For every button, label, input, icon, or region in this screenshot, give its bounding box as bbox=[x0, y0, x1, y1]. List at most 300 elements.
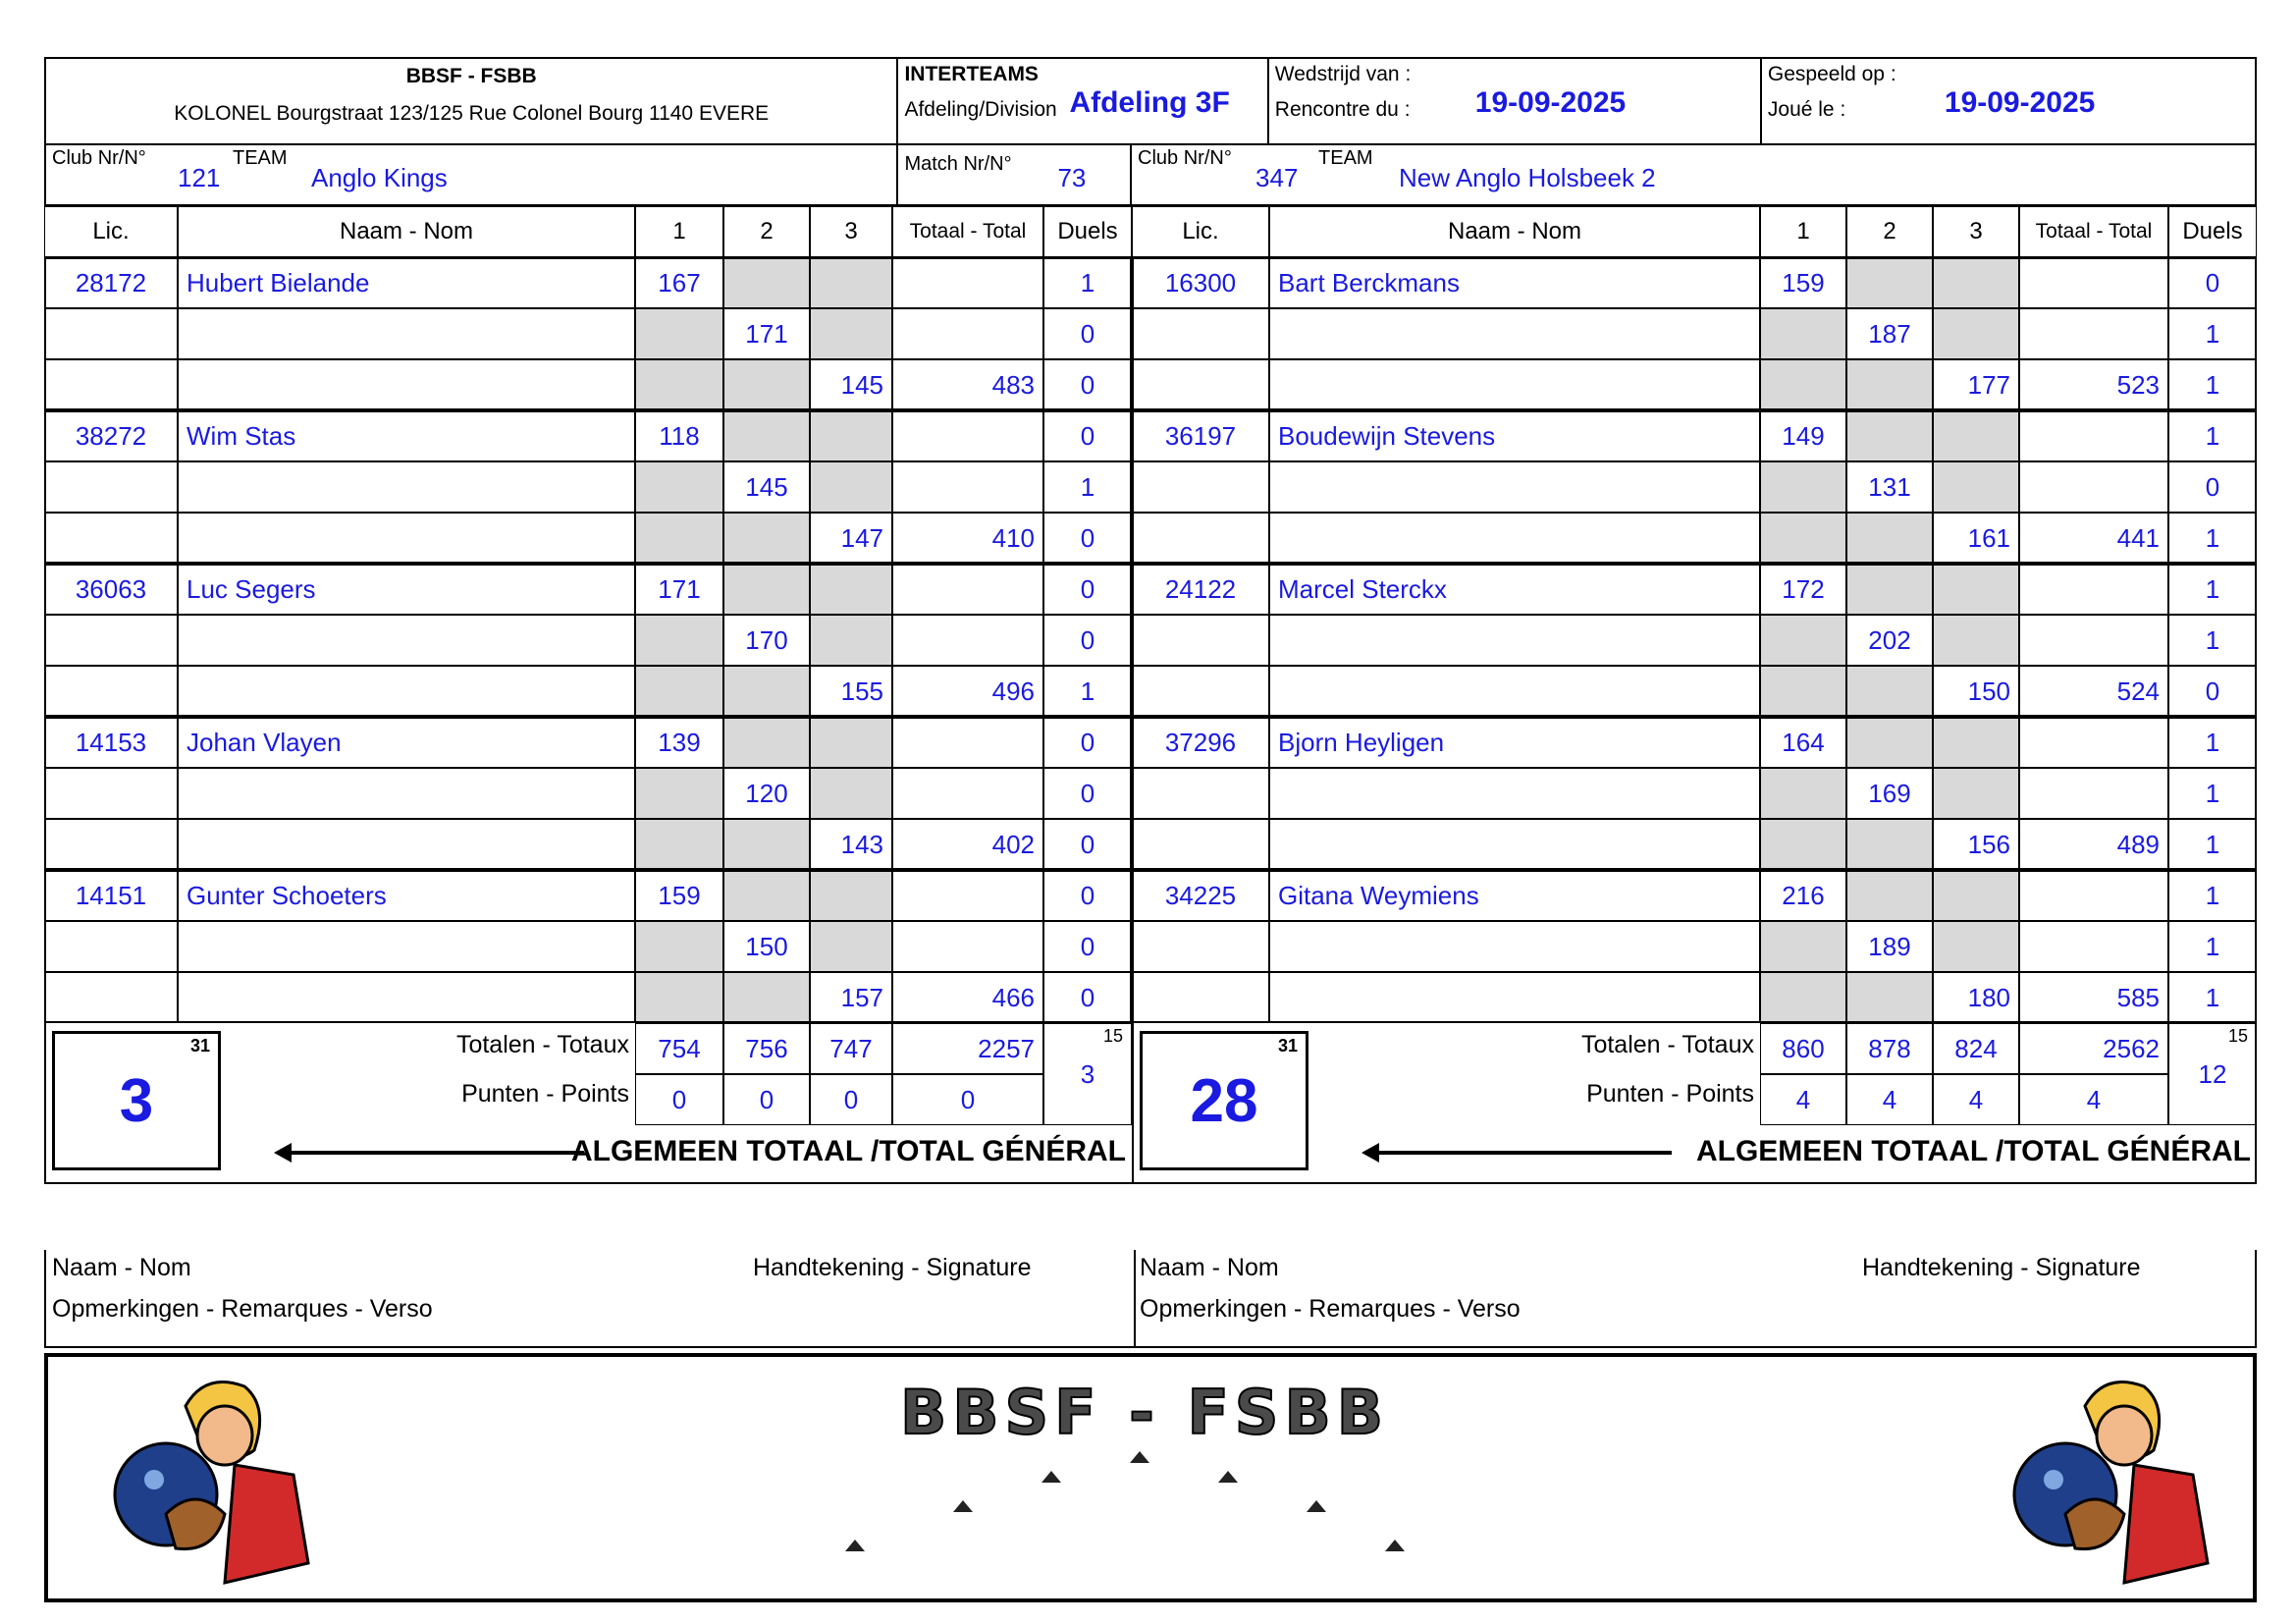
game2-score bbox=[1846, 972, 1933, 1023]
game3-score: 145 bbox=[810, 359, 892, 410]
player-name: Wim Stas bbox=[178, 410, 635, 461]
player-license: 14153 bbox=[44, 717, 178, 768]
joue-label: Joué le : bbox=[1767, 98, 1846, 121]
game3-score bbox=[810, 921, 892, 972]
game1-score bbox=[1760, 666, 1846, 717]
player-license: 24122 bbox=[1132, 564, 1269, 615]
player-license bbox=[44, 768, 178, 819]
game1-score bbox=[1760, 359, 1846, 410]
duels-sum: 3 15 bbox=[1043, 1023, 1132, 1125]
game2-score bbox=[1846, 359, 1933, 410]
player-license bbox=[1132, 359, 1269, 410]
column-header-name: Naam - Nom bbox=[1269, 206, 1760, 257]
game1-score: 139 bbox=[635, 717, 723, 768]
player-total: 466 bbox=[892, 972, 1043, 1023]
points-g3: 4 bbox=[1933, 1074, 2019, 1125]
player-name bbox=[1269, 921, 1760, 972]
header bbox=[44, 57, 2257, 145]
player-total: 410 bbox=[892, 513, 1043, 564]
game3-score bbox=[810, 615, 892, 666]
game1-score bbox=[1760, 308, 1846, 359]
player-duel: 1 bbox=[2168, 513, 2257, 564]
player-total bbox=[892, 461, 1043, 513]
game3-score: 180 bbox=[1933, 972, 2019, 1023]
game1-score: 159 bbox=[635, 870, 723, 921]
player-total: 483 bbox=[892, 359, 1043, 410]
player-duel: 0 bbox=[1043, 564, 1132, 615]
match-block bbox=[898, 143, 1132, 204]
totals-g1: 754 bbox=[635, 1023, 723, 1074]
division-value: Afdeling 3F bbox=[1069, 86, 1230, 119]
player-total: 496 bbox=[892, 666, 1043, 717]
points-total: 0 bbox=[892, 1074, 1043, 1125]
player-name bbox=[1269, 615, 1760, 666]
game1-score bbox=[1760, 819, 1846, 870]
player-total: 524 bbox=[2019, 666, 2168, 717]
duels-sup: 15 bbox=[2227, 1026, 2248, 1046]
game3-score bbox=[810, 717, 892, 768]
player-license bbox=[1132, 921, 1269, 972]
player-license bbox=[1132, 819, 1269, 870]
points-g1: 4 bbox=[1760, 1074, 1846, 1125]
player-license bbox=[1132, 768, 1269, 819]
home-name-label: Naam - Nom bbox=[52, 1254, 191, 1281]
match-label: Match Nr/N° bbox=[904, 153, 1012, 175]
player-duel: 1 bbox=[2168, 359, 2257, 410]
joue-date: 19-09-2025 bbox=[1944, 86, 2096, 119]
column-header-total: Totaal - Total bbox=[892, 206, 1043, 257]
player-duel: 0 bbox=[1043, 513, 1132, 564]
player-name bbox=[1269, 666, 1760, 717]
player-total: 441 bbox=[2019, 513, 2168, 564]
game3-score: 155 bbox=[810, 666, 892, 717]
game3-score bbox=[1933, 564, 2019, 615]
player-total bbox=[2019, 461, 2168, 513]
player-duel: 0 bbox=[1043, 615, 1132, 666]
game2-score bbox=[723, 564, 810, 615]
game3-score bbox=[810, 461, 892, 513]
game2-score bbox=[1846, 819, 1933, 870]
game1-score: 172 bbox=[1760, 564, 1846, 615]
rencontre-date: 19-09-2025 bbox=[1474, 86, 1627, 119]
away-remarks-label: Opmerkingen - Remarques - Verso bbox=[1140, 1295, 1521, 1323]
totals-g3: 747 bbox=[810, 1023, 892, 1074]
player-duel: 0 bbox=[2168, 666, 2257, 717]
player-duel: 0 bbox=[1043, 921, 1132, 972]
points-g3: 0 bbox=[810, 1074, 892, 1125]
player-license: 16300 bbox=[1132, 257, 1269, 308]
player-license bbox=[1132, 308, 1269, 359]
rencontre-block bbox=[1269, 59, 1762, 143]
player-name bbox=[1269, 461, 1760, 513]
column-header-g3: 3 bbox=[1933, 206, 2019, 257]
player-total bbox=[892, 257, 1043, 308]
totals-divider bbox=[1132, 1023, 1134, 1184]
column-header-g2: 2 bbox=[723, 206, 810, 257]
away-name-label: Naam - Nom bbox=[1140, 1254, 1279, 1281]
points-label: Punten - Points bbox=[1586, 1080, 1754, 1108]
game1-score: 167 bbox=[635, 257, 723, 308]
player-name bbox=[1269, 768, 1760, 819]
away-club-number: 347 bbox=[1255, 163, 1299, 192]
player-duel: 0 bbox=[1043, 717, 1132, 768]
player-name bbox=[178, 359, 635, 410]
player-duel: 1 bbox=[1043, 461, 1132, 513]
game2-score bbox=[723, 972, 810, 1023]
grand-total-sup: 31 bbox=[189, 1036, 210, 1056]
player-total bbox=[892, 921, 1043, 972]
joue-block bbox=[1762, 59, 2255, 143]
player-name bbox=[178, 308, 635, 359]
game3-score bbox=[810, 768, 892, 819]
player-name bbox=[178, 615, 635, 666]
division-label: Afdeling/Division bbox=[904, 98, 1057, 121]
game2-score bbox=[1846, 513, 1933, 564]
player-total bbox=[2019, 921, 2168, 972]
column-header-lic: Lic. bbox=[44, 206, 178, 257]
player-license: 36197 bbox=[1132, 410, 1269, 461]
player-name bbox=[1269, 819, 1760, 870]
player-name bbox=[178, 972, 635, 1023]
game2-score: 120 bbox=[723, 768, 810, 819]
division-block bbox=[898, 59, 1268, 143]
logo-text: BBSF - FSBB bbox=[900, 1377, 1389, 1448]
points-g2: 0 bbox=[723, 1074, 810, 1125]
general-total-label: ALGEMEEN TOTAAL /TOTAL GÉNÉRAL bbox=[570, 1135, 1126, 1167]
player-duel: 0 bbox=[2168, 257, 2257, 308]
totals-label: Totalen - Totaux bbox=[455, 1031, 629, 1058]
player-name bbox=[178, 513, 635, 564]
player-name bbox=[1269, 308, 1760, 359]
game3-score: 161 bbox=[1933, 513, 2019, 564]
game1-score bbox=[1760, 615, 1846, 666]
duels-sum: 12 15 bbox=[2168, 1023, 2257, 1125]
player-license bbox=[1132, 666, 1269, 717]
game1-score: 159 bbox=[1760, 257, 1846, 308]
player-duel: 1 bbox=[1043, 666, 1132, 717]
player-total bbox=[892, 870, 1043, 921]
column-header-duels: Duels bbox=[2168, 206, 2257, 257]
player-duel: 1 bbox=[2168, 972, 2257, 1023]
game2-score bbox=[723, 819, 810, 870]
totals-label: Totalen - Totaux bbox=[1580, 1031, 1754, 1058]
column-header-lic: Lic. bbox=[1132, 206, 1269, 257]
player-total bbox=[2019, 308, 2168, 359]
game3-score bbox=[810, 308, 892, 359]
game3-score bbox=[1933, 410, 2019, 461]
player-total bbox=[2019, 564, 2168, 615]
points-g1: 0 bbox=[635, 1074, 723, 1125]
points-label: Punten - Points bbox=[461, 1080, 629, 1108]
game3-score bbox=[1933, 308, 2019, 359]
grand-total-sup: 31 bbox=[1277, 1036, 1298, 1056]
player-license bbox=[44, 513, 178, 564]
game2-score bbox=[723, 870, 810, 921]
game1-score bbox=[635, 359, 723, 410]
player-license: 37296 bbox=[1132, 717, 1269, 768]
player-name bbox=[1269, 359, 1760, 410]
player-name bbox=[178, 666, 635, 717]
player-total bbox=[2019, 870, 2168, 921]
column-header-g1: 1 bbox=[635, 206, 723, 257]
game1-score bbox=[635, 819, 723, 870]
column-header-name: Naam - Nom bbox=[178, 206, 635, 257]
player-duel: 1 bbox=[2168, 410, 2257, 461]
player-total bbox=[892, 308, 1043, 359]
game3-score: 157 bbox=[810, 972, 892, 1023]
player-duel: 0 bbox=[1043, 410, 1132, 461]
game3-score bbox=[1933, 921, 2019, 972]
player-name: Bjorn Heyligen bbox=[1269, 717, 1760, 768]
player-license bbox=[1132, 461, 1269, 513]
game1-score: 216 bbox=[1760, 870, 1846, 921]
player-total bbox=[2019, 615, 2168, 666]
player-total bbox=[892, 615, 1043, 666]
player-duel: 1 bbox=[2168, 870, 2257, 921]
game2-score bbox=[723, 513, 810, 564]
player-duel: 0 bbox=[1043, 768, 1132, 819]
column-header-g1: 1 bbox=[1760, 206, 1846, 257]
logo-banner bbox=[44, 1353, 2257, 1602]
totals-g2: 878 bbox=[1846, 1023, 1933, 1074]
game3-score: 177 bbox=[1933, 359, 2019, 410]
game3-score bbox=[810, 564, 892, 615]
player-license: 36063 bbox=[44, 564, 178, 615]
bowler-mascot-icon bbox=[2014, 1382, 2208, 1584]
column-header-g3: 3 bbox=[810, 206, 892, 257]
player-total bbox=[2019, 410, 2168, 461]
home-remarks-label: Opmerkingen - Remarques - Verso bbox=[52, 1295, 433, 1323]
player-license bbox=[1132, 972, 1269, 1023]
player-duel: 1 bbox=[2168, 615, 2257, 666]
org-address: KOLONEL Bourgstraat 123/125 Rue Colonel Bourg 1140 EVERE bbox=[174, 102, 770, 125]
away-club-label: Club Nr/N° bbox=[1138, 147, 1232, 169]
game3-score: 150 bbox=[1933, 666, 2019, 717]
game3-score bbox=[1933, 870, 2019, 921]
player-total bbox=[892, 564, 1043, 615]
game3-score: 147 bbox=[810, 513, 892, 564]
game2-score bbox=[1846, 410, 1933, 461]
bowler-mascot-icon bbox=[115, 1382, 308, 1584]
game2-score: 171 bbox=[723, 308, 810, 359]
game2-score: 189 bbox=[1846, 921, 1933, 972]
player-duel: 0 bbox=[1043, 359, 1132, 410]
player-duel: 0 bbox=[2168, 461, 2257, 513]
game3-score: 143 bbox=[810, 819, 892, 870]
game2-score: 187 bbox=[1846, 308, 1933, 359]
points-total: 4 bbox=[2019, 1074, 2168, 1125]
wedstrijd-label: Wedstrijd van : bbox=[1274, 63, 1412, 85]
game1-score bbox=[635, 666, 723, 717]
game1-score bbox=[1760, 461, 1846, 513]
player-total: 585 bbox=[2019, 972, 2168, 1023]
player-license: 38272 bbox=[44, 410, 178, 461]
player-license bbox=[44, 615, 178, 666]
player-total bbox=[892, 768, 1043, 819]
player-duel: 1 bbox=[2168, 921, 2257, 972]
home-team-block bbox=[46, 143, 898, 204]
game3-score bbox=[810, 870, 892, 921]
game2-score bbox=[1846, 870, 1933, 921]
grand-total-value: 3 bbox=[119, 1066, 154, 1135]
player-name bbox=[178, 768, 635, 819]
game2-score bbox=[723, 410, 810, 461]
duels-sup: 15 bbox=[1102, 1026, 1123, 1046]
game1-score bbox=[635, 921, 723, 972]
game1-score bbox=[635, 615, 723, 666]
logo-graphics bbox=[48, 1357, 2253, 1598]
player-duel: 1 bbox=[2168, 308, 2257, 359]
game2-score: 202 bbox=[1846, 615, 1933, 666]
player-license bbox=[1132, 513, 1269, 564]
player-total: 489 bbox=[2019, 819, 2168, 870]
game3-score bbox=[1933, 461, 2019, 513]
player-total bbox=[2019, 257, 2168, 308]
home-team-name: Anglo Kings bbox=[311, 163, 448, 192]
totals-g2: 756 bbox=[723, 1023, 810, 1074]
game2-score bbox=[723, 359, 810, 410]
game2-score: 145 bbox=[723, 461, 810, 513]
player-duel: 0 bbox=[1043, 819, 1132, 870]
game2-score bbox=[723, 666, 810, 717]
player-name: Bart Berckmans bbox=[1269, 257, 1760, 308]
match-number: 73 bbox=[1057, 163, 1087, 192]
totals-g3: 824 bbox=[1933, 1023, 2019, 1074]
game2-score: 150 bbox=[723, 921, 810, 972]
game2-score bbox=[1846, 666, 1933, 717]
game3-score bbox=[1933, 768, 2019, 819]
player-total bbox=[892, 410, 1043, 461]
game1-score: 171 bbox=[635, 564, 723, 615]
player-duel: 1 bbox=[2168, 819, 2257, 870]
game3-score bbox=[810, 257, 892, 308]
game1-score bbox=[1760, 972, 1846, 1023]
player-license bbox=[44, 666, 178, 717]
player-name bbox=[1269, 513, 1760, 564]
game3-score bbox=[1933, 257, 2019, 308]
player-name: Johan Vlayen bbox=[178, 717, 635, 768]
player-license: 28172 bbox=[44, 257, 178, 308]
home-signature-label: Handtekening - Signature bbox=[753, 1254, 1032, 1281]
game2-score bbox=[1846, 717, 1933, 768]
player-total bbox=[2019, 717, 2168, 768]
totals-total: 2257 bbox=[892, 1023, 1043, 1074]
bowling-pin-icon bbox=[845, 1451, 1405, 1551]
game2-score bbox=[1846, 564, 1933, 615]
player-license: 14151 bbox=[44, 870, 178, 921]
player-name: Luc Segers bbox=[178, 564, 635, 615]
org-title: BBSF - FSBB bbox=[405, 65, 537, 87]
totals-g1: 860 bbox=[1760, 1023, 1846, 1074]
away-team-name: New Anglo Holsbeek 2 bbox=[1399, 163, 1656, 192]
grand-total-value: 28 bbox=[1190, 1066, 1258, 1135]
home-club-number: 121 bbox=[178, 163, 221, 192]
player-name bbox=[178, 461, 635, 513]
player-license bbox=[44, 972, 178, 1023]
player-total bbox=[2019, 768, 2168, 819]
game2-score: 131 bbox=[1846, 461, 1933, 513]
home-club-label: Club Nr/N° bbox=[52, 147, 146, 169]
game3-score bbox=[810, 410, 892, 461]
game1-score bbox=[635, 972, 723, 1023]
game1-score: 164 bbox=[1760, 717, 1846, 768]
player-duel: 1 bbox=[2168, 768, 2257, 819]
player-duel: 0 bbox=[1043, 870, 1132, 921]
player-name: Gunter Schoeters bbox=[178, 870, 635, 921]
player-duel: 1 bbox=[2168, 717, 2257, 768]
game2-score: 169 bbox=[1846, 768, 1933, 819]
rencontre-label: Rencontre du : bbox=[1274, 98, 1411, 121]
game1-score bbox=[635, 513, 723, 564]
totals-total: 2562 bbox=[2019, 1023, 2168, 1074]
player-name: Marcel Sterckx bbox=[1269, 564, 1760, 615]
team-row bbox=[44, 143, 2257, 206]
game2-score bbox=[1846, 257, 1933, 308]
game3-score bbox=[1933, 717, 2019, 768]
game1-score bbox=[1760, 513, 1846, 564]
player-license bbox=[44, 819, 178, 870]
player-total: 523 bbox=[2019, 359, 2168, 410]
away-signature-label: Handtekening - Signature bbox=[1862, 1254, 2141, 1281]
home-team-label: TEAM bbox=[233, 147, 288, 169]
interteams-label: INTERTEAMS bbox=[904, 63, 1039, 85]
scoresheet bbox=[44, 57, 2257, 1545]
game2-score bbox=[723, 717, 810, 768]
game1-score bbox=[635, 461, 723, 513]
points-g2: 4 bbox=[1846, 1074, 1933, 1125]
game1-score: 149 bbox=[1760, 410, 1846, 461]
player-license bbox=[44, 921, 178, 972]
player-name bbox=[178, 819, 635, 870]
player-license bbox=[44, 308, 178, 359]
player-license bbox=[44, 461, 178, 513]
player-duel: 0 bbox=[1043, 972, 1132, 1023]
player-license: 34225 bbox=[1132, 870, 1269, 921]
gespeeld-label: Gespeeld op : bbox=[1767, 63, 1896, 85]
org-block bbox=[46, 59, 898, 143]
game3-score bbox=[1933, 615, 2019, 666]
totals-frame bbox=[44, 1023, 2257, 1184]
player-total bbox=[892, 717, 1043, 768]
game1-score bbox=[1760, 921, 1846, 972]
player-license bbox=[44, 359, 178, 410]
player-duel: 1 bbox=[1043, 257, 1132, 308]
player-license bbox=[1132, 615, 1269, 666]
game1-score bbox=[635, 308, 723, 359]
player-total: 402 bbox=[892, 819, 1043, 870]
player-duel: 0 bbox=[1043, 308, 1132, 359]
column-header-total: Totaal - Total bbox=[2019, 206, 2168, 257]
game3-score: 156 bbox=[1933, 819, 2019, 870]
game1-score bbox=[635, 768, 723, 819]
column-header-g2: 2 bbox=[1846, 206, 1933, 257]
game2-score: 170 bbox=[723, 615, 810, 666]
game2-score bbox=[723, 257, 810, 308]
player-name: Gitana Weymiens bbox=[1269, 870, 1760, 921]
player-name: Boudewijn Stevens bbox=[1269, 410, 1760, 461]
player-name bbox=[178, 921, 635, 972]
player-duel: 1 bbox=[2168, 564, 2257, 615]
general-total-label: ALGEMEEN TOTAAL /TOTAL GÉNÉRAL bbox=[1695, 1135, 2251, 1167]
away-team-label: TEAM bbox=[1318, 147, 1373, 169]
player-name bbox=[1269, 972, 1760, 1023]
away-team-block bbox=[1132, 143, 2255, 204]
game1-score bbox=[1760, 768, 1846, 819]
column-header-duels: Duels bbox=[1043, 206, 1132, 257]
game1-score: 118 bbox=[635, 410, 723, 461]
signature-footer bbox=[44, 1250, 2257, 1348]
player-name: Hubert Bielande bbox=[178, 257, 635, 308]
